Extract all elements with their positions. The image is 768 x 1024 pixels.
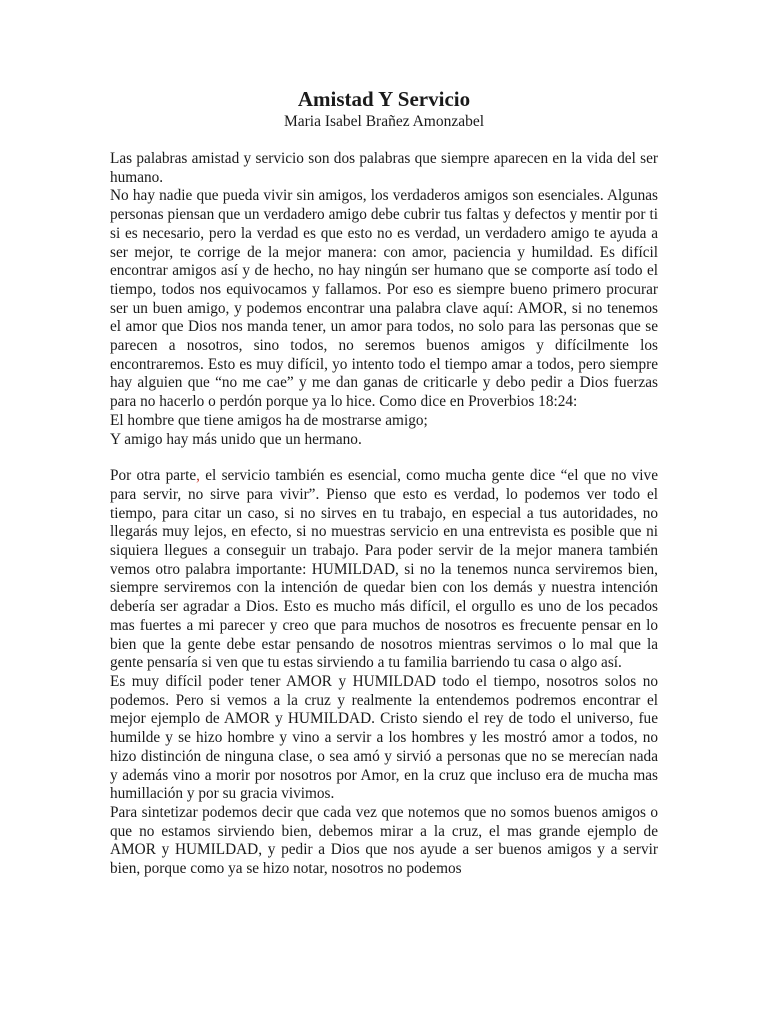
document-page	[110, 86, 658, 879]
paragraph-intro: Las palabras amistad y servicio son dos palabras que siempre aparecen en la vida del ser humano.	[110, 150, 658, 186]
paragraph-conclusion: Para sintetizar podemos decir que cada vez que notemos que no somos buenos amigos o que no estamos sirviendo bien, debemos mirar a la cruz, el mas grande ejemplo de AMOR y HUMILDAD, y pedir a Dios que nos ayude a ser buenos amigos y a servir bien, porque como ya se hizo notar, nosotros no podemos	[110, 803, 658, 878]
paragraph-spacer	[110, 449, 658, 467]
paragraph-friendship: No hay nadie que pueda vivir sin amigos, los verdaderos amigos son esenciales. Algunas personas piensan que un verdadero amigo debe cubrir tus faltas y defectos y mentir por ti si es necesario, pero la verdad es que esto no es verdad, un verdadero amigo te ayuda a ser mejor, te corrige de la mejor manera: con amor, paciencia y humildad. Es difícil encontrar amigos así y de hecho, no hay ningún ser humano que se comporte así todo el tiempo, todos nos equivocamos y fallamos. Por eso es siempre bueno primero procurar ser un buen amigo, y podemos encontrar una palabra clave aquí: AMOR, si no tenemos el amor que Dios nos manda tener, un amor para todos, no solo para las personas que se parecen a nosotros, sino todos, no seremos buenos amigos y difícilmente los encontraremos. Esto es muy difícil, yo intento todo el tiempo amar a todos, pero siempre hay alguien que “no me cae” y me dan ganas de criticarle y debo pedir a Dios fuerzas para no hacerlo o perdón porque ya lo hice. Como dice en Proverbios 18:24:	[110, 187, 658, 411]
paragraph-love-humility: Es muy difícil poder tener AMOR y HUMILDAD todo el tiempo, nosotros solos no podemos. Pero si vemos a la cruz y realmente la entendemos podremos encontrar el mejor ejemplo de AMOR y HUMILDAD. Cristo siendo el rey de todo el universo, fue humilde y se hizo hombre y vino a servir a los hombres y les mostró amor a todos, no hizo distinción de ninguna clase, o sea amó y sirvió a personas que no se merecían nada y además vino a morir por nosotros por Amor, en la cruz que incluso era de mucha mas humillación y por su gracia vivimos.	[110, 672, 658, 803]
paragraph-proverb-line-2: Y amigo hay más unido que un hermano.	[110, 430, 362, 448]
service-comma: ,	[196, 467, 200, 485]
paragraph-service	[110, 467, 658, 673]
document-author: Maria Isabel Brañez Amonzabel	[283, 113, 485, 130]
service-prefix: Por otra parte	[110, 467, 197, 485]
paragraph-proverb-line-1: El hombre que tiene amigos ha de mostrarse amigo;	[110, 411, 428, 429]
document-title: Amistad Y Servicio	[297, 87, 471, 111]
service-text: el servicio también es esencial, como mucha gente dice “el que no vive para servir, no sirve para vivir”. Pienso que esto es verdad, lo podemos ver todo el tiempo, para citar un caso, si no sirves en tu trabajo, en especial a tus autoridades, no llegarás muy lejos, en efecto, si no muestras servicio en una entrevista es posible que ni siquiera llegues a conseguir un trabajo. Para poder servir de la mejor manera también vemos otro palabra importante: HUMILDAD, si no la tenemos nunca serviremos bien, siempre serviremos con la intención de quedar bien con los demás y nuestra intención debería ser agradar a Dios. Esto es mucho más difícil, el orgullo es uno de los pecados mas fuertes a mi parecer y creo que para muchos de nosotros es frecuente pensar en lo bien que la gente debe estar pensando de nosotros mientras servimos o lo mal que la gente pensaría si ven que tu estas sirviendo a tu familia barriendo tu casa o algo así.	[110, 467, 658, 672]
